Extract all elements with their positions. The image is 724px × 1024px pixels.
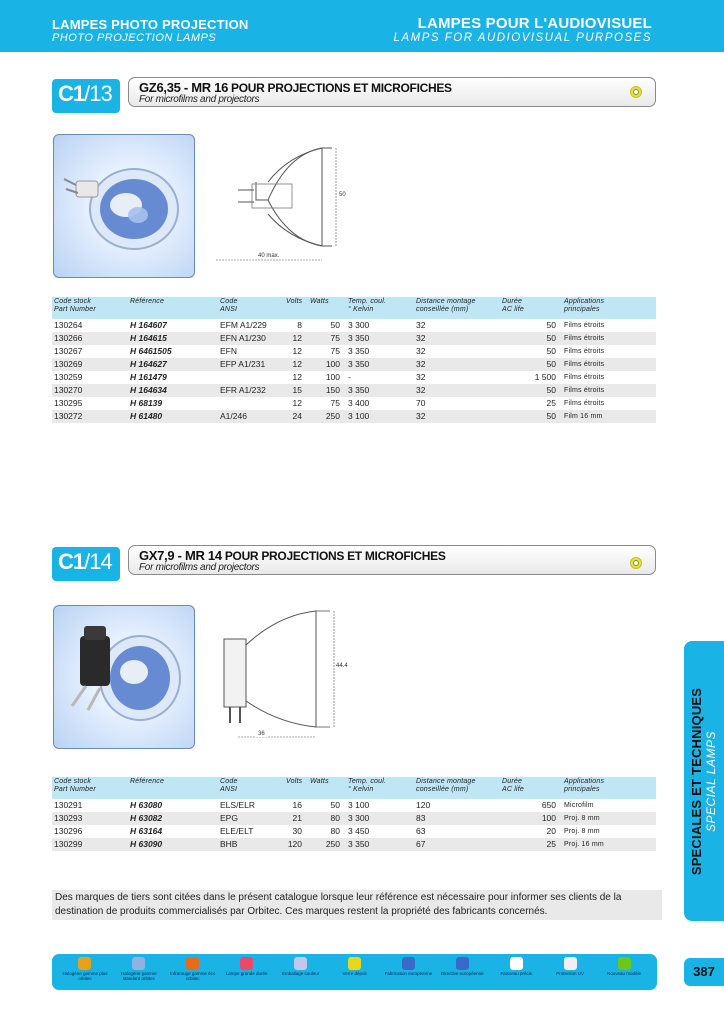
cell-color-temp: 3 300 <box>346 812 414 825</box>
column-header-mounting-distance: Distance montage conseillée (mm) <box>414 297 500 319</box>
cell-life: 50 <box>546 320 556 330</box>
section-code-suffix: /13 <box>84 81 112 106</box>
halogen-icon <box>78 957 91 970</box>
column-header-watts: Watts <box>308 777 346 799</box>
column-header-ansi-code: Code ANSI <box>218 777 284 799</box>
cell-mounting-distance: 32 <box>414 384 500 397</box>
cell-reference: H 63090 <box>128 838 218 851</box>
cell-life: 25 <box>500 838 562 851</box>
footer-legend-bar <box>52 954 657 990</box>
section-subtitle: For microfilms and projectors <box>139 94 260 105</box>
cell-reference: H 164615 <box>128 332 218 345</box>
cell-part-number: 130267 <box>54 346 83 356</box>
cell-ansi-code: EFM A1/229 <box>220 320 267 330</box>
cell-application: Proj. 16 mm <box>562 838 656 851</box>
cell-volts: 16 <box>292 800 302 810</box>
lamp-photo <box>53 605 195 749</box>
cell-mounting-distance: 32 <box>414 332 500 345</box>
eu-icon <box>402 957 415 970</box>
cell-ansi-code: EFR A1/232 <box>218 384 284 397</box>
cell-watts: 80 <box>330 826 340 836</box>
cell-reference: H 68139 <box>130 398 163 408</box>
footer-legend-item <box>169 957 217 981</box>
header-left-subtitle: PHOTO PROJECTION LAMPS <box>52 32 217 44</box>
cell-part-number: 130266 <box>52 332 128 345</box>
cell-color-temp: 3 350 <box>346 332 414 345</box>
cell-volts: 15 <box>284 384 308 397</box>
column-header-ansi-code: Code ANSI <box>218 297 284 319</box>
column-header-mounting-distance: Distance montage conseillée (mm) <box>414 777 500 799</box>
footer-legend-item <box>277 957 325 976</box>
cell-color-temp: 3 400 <box>348 398 370 408</box>
cell-application: Films étroits <box>564 348 605 355</box>
dimension-height-label: 50 <box>339 192 346 198</box>
specs-table <box>52 777 656 851</box>
cell-mounting-distance: 63 <box>416 826 426 836</box>
cell-volts: 12 <box>292 398 302 408</box>
cell-reference: H 63082 <box>128 812 218 825</box>
infrared-icon <box>186 957 199 970</box>
footer-legend-label: Halogène gamme plus orbitec <box>62 971 108 981</box>
cell-ansi-code: EFN <box>220 346 237 356</box>
table-header-row <box>52 297 656 319</box>
cell-reference: H 63164 <box>130 826 163 836</box>
frosted-icon <box>348 957 361 970</box>
cell-watts: 50 <box>330 800 340 810</box>
cell-application: Film 16 mm <box>562 410 656 423</box>
cell-volts: 30 <box>292 826 302 836</box>
cell-watts: 50 <box>330 320 340 330</box>
cell-mounting-distance: 32 <box>416 346 426 356</box>
table-row <box>52 332 656 345</box>
directive-icon <box>456 957 469 970</box>
cell-mounting-distance: 32 <box>414 410 500 423</box>
footer-legend-label: Verre dépoli <box>342 971 367 976</box>
header-left-title: LAMPES PHOTO PROJECTION <box>52 17 249 32</box>
cell-volts: 12 <box>292 372 302 382</box>
column-header-life: Durée AC life <box>500 297 562 319</box>
section-subtitle: For microfilms and projectors <box>139 562 260 573</box>
cell-volts: 21 <box>284 812 308 825</box>
cell-volts: 12 <box>284 358 308 371</box>
footer-legend-label: Lampe grande durée <box>225 971 268 976</box>
table-row <box>52 358 656 371</box>
footer-legend-label: Faisceau précis <box>500 971 532 976</box>
dimension-height-label: 44.4 <box>336 663 348 669</box>
section-code-badge <box>52 79 120 113</box>
trademark-note: Des marques de tiers sont citées dans le présent catalogue lorsque leur référence est nécessaire pour informer ses clients de la destination de produits commercialisés par Orbitec. Ces marques restent la propriété des fabricants concernés. <box>52 890 662 920</box>
cell-ansi-code: ELE/ELT <box>220 826 254 836</box>
footer-legend-label: Protection UV <box>556 971 584 976</box>
column-header-watts: Watts <box>308 297 346 319</box>
header-right <box>394 15 652 44</box>
cell-ansi-code: EPG <box>218 812 284 825</box>
table-row <box>52 345 656 358</box>
dimension-width-label: 36 <box>258 731 265 737</box>
specs-table <box>52 297 656 423</box>
cell-ansi-code: A1/246 <box>218 410 284 423</box>
column-header-life: Durée AC life <box>500 777 562 799</box>
footer-legend-label: Fabrication européenne <box>384 971 433 976</box>
table-row <box>52 319 656 332</box>
side-tab-subtitle: SPECIAL LAMPS <box>704 730 719 832</box>
column-header-volts: Volts <box>284 777 308 799</box>
cell-watts: 80 <box>308 812 346 825</box>
footer-legend-item <box>492 957 540 976</box>
footer-legend-label: Infrarouge gamme éco orbitec <box>170 971 216 981</box>
cell-application: Films étroits <box>564 400 605 407</box>
table-row <box>52 825 656 838</box>
cell-part-number: 130259 <box>54 372 83 382</box>
cell-ansi-code: BHB <box>218 838 284 851</box>
cell-color-temp: 3 100 <box>346 410 414 423</box>
cell-application: Films étroits <box>562 332 656 345</box>
page-number-tab <box>684 958 724 986</box>
cell-application: Microfilm <box>564 802 594 809</box>
cell-color-temp: 3 100 <box>348 800 370 810</box>
section-title-bar <box>128 77 656 107</box>
cell-mounting-distance: 83 <box>414 812 500 825</box>
header-right-subtitle: LAMPS FOR AUDIOVISUAL PURPOSES <box>393 32 652 44</box>
footer-legend-item <box>546 957 594 976</box>
section-title-rest: POUR PROJECTIONS ET MICROFICHES <box>221 549 446 563</box>
cell-color-temp: 3 350 <box>348 346 370 356</box>
column-header-part-number: Code stock Part Number <box>52 297 128 319</box>
cell-part-number: 130264 <box>54 320 83 330</box>
cell-application: Films étroits <box>562 384 656 397</box>
section-code-badge <box>52 547 120 581</box>
cell-watts: 75 <box>308 332 346 345</box>
cell-application: Proj. 8 mm <box>564 828 600 835</box>
cell-mounting-distance: 32 <box>416 372 426 382</box>
column-header-volts: Volts <box>284 297 308 319</box>
section-title-bar <box>128 545 656 575</box>
target-icon <box>630 86 642 98</box>
mr16-lamp-illustration <box>54 135 194 277</box>
cell-color-temp: 3 300 <box>348 320 370 330</box>
table-row <box>52 384 656 397</box>
cell-ansi-code <box>218 371 284 384</box>
footer-legend-item <box>330 957 378 976</box>
table-row <box>52 799 656 812</box>
page-number: 387 <box>693 964 715 979</box>
section-title-rest: POUR PROJECTIONS ET MICROFICHES <box>228 81 452 95</box>
cell-reference: H 164607 <box>130 320 167 330</box>
cell-volts: 8 <box>297 320 302 330</box>
footer-legend-label: Emballage couleur <box>281 971 320 976</box>
uv-icon <box>564 957 577 970</box>
cell-color-temp: - <box>348 372 351 382</box>
cell-reference: H 164634 <box>128 384 218 397</box>
footer-legend-label: Nouveau modèle <box>607 971 642 976</box>
new-model-icon <box>618 957 631 970</box>
cell-mounting-distance: 32 <box>414 358 500 371</box>
cell-life: 50 <box>500 358 562 371</box>
header-right-title: LAMPES POUR L'AUDIOVISUEL <box>417 15 652 32</box>
table-row <box>52 371 656 384</box>
long-life-icon <box>240 957 253 970</box>
cell-volts: 120 <box>284 838 308 851</box>
section-title-base: GX7,9 - MR 14 <box>139 548 222 563</box>
cell-reference: H 161479 <box>130 372 167 382</box>
cell-application: Proj. 8 mm <box>562 812 656 825</box>
column-header-part-number: Code stock Part Number <box>52 777 128 799</box>
cell-application: Films étroits <box>564 374 605 381</box>
cell-life: 50 <box>500 332 562 345</box>
cell-ansi-code: EFP A1/231 <box>218 358 284 371</box>
cell-reference: H 6461505 <box>130 346 172 356</box>
cell-application: Films étroits <box>564 322 605 329</box>
section-code-suffix: /14 <box>84 549 112 574</box>
cell-watts: 75 <box>330 398 340 408</box>
cell-life: 25 <box>546 398 556 408</box>
cell-watts: 75 <box>330 346 340 356</box>
footer-legend-label: Directive européenne <box>440 971 484 976</box>
column-header-reference: Référence <box>128 297 218 319</box>
footer-legend-item <box>223 957 271 976</box>
cell-watts: 250 <box>308 838 346 851</box>
cell-mounting-distance: 32 <box>416 320 426 330</box>
cell-life: 1 500 <box>534 372 556 382</box>
cell-watts: 150 <box>308 384 346 397</box>
section-code-prefix: C1 <box>58 81 85 106</box>
table-header-row <box>52 777 656 799</box>
dimension-width-label: 40 max. <box>258 253 280 259</box>
cell-part-number: 130293 <box>52 812 128 825</box>
cell-reference: H 61480 <box>128 410 218 423</box>
section-code-prefix: C1 <box>58 549 85 574</box>
header-left <box>52 17 249 44</box>
halogen-standard-icon <box>132 957 145 970</box>
cell-reference: H 164627 <box>128 358 218 371</box>
cell-color-temp: 3 350 <box>346 358 414 371</box>
cell-ansi-code: EFN A1/230 <box>218 332 284 345</box>
cell-life: 50 <box>500 384 562 397</box>
side-tab-title: SPECIALES ET TECHNIQUES <box>689 687 705 875</box>
footer-legend-item <box>384 957 432 976</box>
cell-ansi-code <box>218 397 284 410</box>
footer-legend-item <box>600 957 648 976</box>
cell-life: 650 <box>541 800 556 810</box>
cell-application: Films étroits <box>562 358 656 371</box>
table-row <box>52 838 656 851</box>
cell-color-temp: 3 450 <box>348 826 370 836</box>
cell-volts: 24 <box>284 410 308 423</box>
cell-part-number: 130272 <box>52 410 128 423</box>
cell-life: 20 <box>546 826 556 836</box>
mr14-lamp-illustration <box>54 606 194 748</box>
footer-legend-item <box>61 957 109 981</box>
dimension-drawing <box>208 134 368 268</box>
cell-part-number: 130296 <box>54 826 83 836</box>
column-header-color-temp: Temp. coul. ° Kelvin <box>346 297 414 319</box>
mr14-dimension-drawing <box>208 605 368 739</box>
footer-legend-item <box>438 957 486 976</box>
cell-part-number: 130269 <box>52 358 128 371</box>
cell-life: 50 <box>546 346 556 356</box>
cell-mounting-distance: 70 <box>416 398 426 408</box>
mr16-dimension-drawing <box>208 134 368 268</box>
cell-watts: 250 <box>308 410 346 423</box>
cell-watts: 100 <box>325 372 340 382</box>
cell-part-number: 130295 <box>54 398 83 408</box>
cell-life: 50 <box>500 410 562 423</box>
cell-reference: H 63080 <box>130 800 163 810</box>
beam-icon <box>510 957 523 970</box>
dimension-drawing <box>208 605 368 739</box>
cell-mounting-distance: 67 <box>414 838 500 851</box>
cell-color-temp: 3 350 <box>346 384 414 397</box>
cell-part-number: 130291 <box>54 800 83 810</box>
cell-life: 100 <box>500 812 562 825</box>
cell-watts: 100 <box>308 358 346 371</box>
cell-mounting-distance: 120 <box>416 800 431 810</box>
side-category-tab[interactable] <box>684 641 724 921</box>
cell-part-number: 130299 <box>52 838 128 851</box>
lamp-photo <box>53 134 195 278</box>
target-icon <box>630 557 642 569</box>
cell-part-number: 130270 <box>52 384 128 397</box>
footer-legend-label: Halogène gamme standard orbitec <box>121 971 157 981</box>
table-row <box>52 812 656 825</box>
cell-color-temp: 3 350 <box>346 838 414 851</box>
table-row <box>52 410 656 423</box>
table-row <box>52 397 656 410</box>
column-header-reference: Référence <box>128 777 218 799</box>
section-title-base: GZ6,35 - MR 16 <box>139 80 228 95</box>
column-header-color-temp: Temp. coul. ° Kelvin <box>346 777 414 799</box>
packaging-icon <box>294 957 307 970</box>
cell-volts: 12 <box>292 346 302 356</box>
footer-legend-item <box>115 957 163 981</box>
cell-volts: 12 <box>284 332 308 345</box>
column-header-application: Applications principales <box>562 297 656 319</box>
cell-ansi-code: ELS/ELR <box>220 800 255 810</box>
column-header-application: Applications principales <box>562 777 656 799</box>
